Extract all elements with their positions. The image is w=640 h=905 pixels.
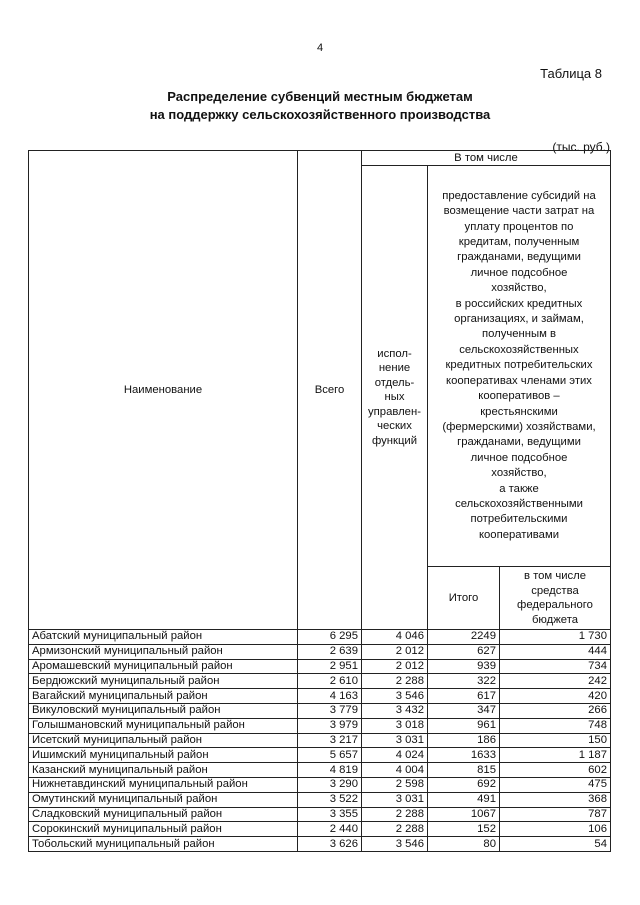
row-total: 2 440: [298, 822, 362, 837]
header-subsidy-line: кооперативами: [478, 528, 560, 541]
table-row: [29, 792, 611, 807]
header-functions-line: ческих: [377, 420, 412, 433]
header-itogo: Итого: [428, 567, 500, 630]
row-functions: 4 024: [362, 748, 428, 763]
row-federal: 266: [500, 703, 611, 718]
header-functions-line: отдель-: [374, 376, 415, 389]
row-name: Вагайский муниципальный район: [29, 689, 298, 704]
row-functions: 2 012: [362, 659, 428, 674]
table-row: [29, 689, 611, 704]
row-itogo: 815: [428, 763, 500, 778]
header-functions-line: испол-: [377, 348, 412, 361]
header-subsidy-line: кредитных потребительских: [445, 359, 593, 372]
header-federal-line: федерального: [517, 599, 593, 611]
row-functions: 4 046: [362, 630, 428, 645]
row-name: Тобольский муниципальный район: [29, 837, 298, 852]
header-subsidy-line: кооперативов –: [478, 390, 560, 403]
row-functions: 2 288: [362, 674, 428, 689]
row-federal: 54: [500, 837, 611, 852]
page-number: 4: [316, 42, 324, 54]
row-total: 3 217: [298, 733, 362, 748]
header-subsidy-line: возмещение части затрат на: [443, 205, 595, 218]
row-itogo: 627: [428, 644, 500, 659]
row-functions: 3 031: [362, 792, 428, 807]
header-subsidy-line: сельскохозяйственных: [459, 343, 579, 356]
row-functions: 3 546: [362, 689, 428, 704]
header-name: Наименование: [29, 151, 298, 630]
table-row: [29, 703, 611, 718]
row-federal: 150: [500, 733, 611, 748]
table-title: [0, 88, 640, 124]
header-subsidy: [428, 166, 611, 567]
table-row: [29, 837, 611, 852]
header-functions-line: ных: [384, 391, 405, 404]
row-itogo: 1633: [428, 748, 500, 763]
row-itogo: 617: [428, 689, 500, 704]
row-federal: 1 730: [500, 630, 611, 645]
row-functions: 3 546: [362, 837, 428, 852]
row-functions: 4 004: [362, 763, 428, 778]
row-federal: 734: [500, 659, 611, 674]
header-subsidy-line: полученным в: [481, 328, 557, 341]
row-total: 3 779: [298, 703, 362, 718]
row-federal: 444: [500, 644, 611, 659]
row-itogo: 2249: [428, 630, 500, 645]
table-row: [29, 748, 611, 763]
table-row: [29, 630, 611, 645]
header-functions-line: нение: [378, 362, 411, 375]
row-itogo: 322: [428, 674, 500, 689]
row-itogo: 961: [428, 718, 500, 733]
header-subsidy-line: гражданами, ведущими: [457, 251, 581, 264]
row-name: Бердюжский муниципальный район: [29, 674, 298, 689]
row-itogo: 692: [428, 777, 500, 792]
header-federal: [500, 567, 611, 630]
row-functions: 2 012: [362, 644, 428, 659]
header-subsidy-line: (фермерскими) хозяйствами,: [442, 420, 596, 433]
row-functions: 2 288: [362, 822, 428, 837]
header-total: Всего: [298, 151, 362, 630]
row-federal: 475: [500, 777, 611, 792]
header-subsidy-line: кооперативах членами этих: [446, 374, 592, 387]
header-subsidy-line: гражданами, ведущими: [457, 436, 581, 449]
row-name: Сорокинский муниципальный район: [29, 822, 298, 837]
row-name: Омутинский муниципальный район: [29, 792, 298, 807]
row-federal: 787: [500, 807, 611, 822]
row-name: Армизонский муниципальный район: [29, 644, 298, 659]
row-name: Викуловский муниципальный район: [29, 703, 298, 718]
row-functions: 2 598: [362, 777, 428, 792]
header-including: В том числе: [362, 151, 611, 166]
row-total: 2 610: [298, 674, 362, 689]
row-functions: 3 031: [362, 733, 428, 748]
row-name: Нижнетавдинский муниципальный район: [29, 777, 298, 792]
row-federal: 242: [500, 674, 611, 689]
title-line-2: на поддержку сельскохозяйственного производства: [149, 107, 491, 122]
table-row: [29, 777, 611, 792]
subventions-table: [28, 150, 611, 852]
row-total: 4 819: [298, 763, 362, 778]
row-federal: 368: [500, 792, 611, 807]
header-subsidy-line: потребительскими: [470, 513, 568, 526]
row-itogo: 491: [428, 792, 500, 807]
header-subsidy-line: предоставление субсидий на: [442, 189, 596, 202]
row-federal: 420: [500, 689, 611, 704]
header-functions-line: управлен-: [368, 405, 421, 418]
header-subsidy-line: сельскохозяйственными: [455, 497, 583, 510]
header-functions-line: функций: [371, 434, 418, 447]
header-subsidy-line: а также: [499, 482, 539, 495]
row-itogo: 152: [428, 822, 500, 837]
header-subsidy-line: личное подсобное: [470, 451, 568, 464]
header-federal-line: в том числе: [523, 570, 587, 582]
header-functions: [362, 166, 428, 630]
table-label: Таблица 8: [540, 66, 602, 81]
row-name: Сладковский муниципальный район: [29, 807, 298, 822]
row-itogo: 186: [428, 733, 500, 748]
row-total: 3 626: [298, 837, 362, 852]
row-federal: 106: [500, 822, 611, 837]
row-total: 2 951: [298, 659, 362, 674]
row-total: 3 979: [298, 718, 362, 733]
row-federal: 1 187: [500, 748, 611, 763]
table-row: [29, 644, 611, 659]
row-total: 5 657: [298, 748, 362, 763]
table-row: [29, 807, 611, 822]
row-functions: 3 018: [362, 718, 428, 733]
row-functions: 2 288: [362, 807, 428, 822]
row-name: Исетский муниципальный район: [29, 733, 298, 748]
table-row: [29, 733, 611, 748]
row-total: 3 355: [298, 807, 362, 822]
header-federal-line: бюджета: [531, 613, 579, 626]
row-total: 3 290: [298, 777, 362, 792]
table-body: [29, 630, 611, 852]
header-subsidy-line: хозяйство,: [491, 282, 547, 295]
header-subsidy-line: кредитам, полученным: [458, 236, 580, 249]
row-itogo: 939: [428, 659, 500, 674]
header-subsidy-line: хозяйство,: [491, 467, 547, 480]
row-federal: 748: [500, 718, 611, 733]
header-subsidy-line: личное подсобное: [470, 266, 568, 279]
title-line-1: Распределение субвенций местным бюджетам: [167, 89, 473, 104]
table-row: [29, 674, 611, 689]
row-name: Аромашевский муниципальный район: [29, 659, 298, 674]
row-itogo: 347: [428, 703, 500, 718]
header-subsidy-line: уплату процентов по: [464, 220, 574, 233]
table-row: [29, 822, 611, 837]
table-row: [29, 763, 611, 778]
row-name: Абатский муниципальный район: [29, 630, 298, 645]
row-total: 4 163: [298, 689, 362, 704]
header-federal-line: средства: [531, 584, 579, 597]
header-subsidy-line: организациях, и займам,: [454, 313, 584, 326]
row-itogo: 1067: [428, 807, 500, 822]
row-federal: 602: [500, 763, 611, 778]
header-subsidy-line: крестьянскими: [480, 405, 558, 418]
row-functions: 3 432: [362, 703, 428, 718]
row-itogo: 80: [428, 837, 500, 852]
row-total: 6 295: [298, 630, 362, 645]
table-row: [29, 718, 611, 733]
table-row: [29, 659, 611, 674]
row-total: 3 522: [298, 792, 362, 807]
row-name: Голышмановский муниципальный район: [29, 718, 298, 733]
unit-label: (тыс. руб.): [552, 140, 610, 154]
row-name: Казанский муниципальный район: [29, 763, 298, 778]
header-subsidy-line: в российских кредитных: [455, 297, 583, 310]
row-total: 2 639: [298, 644, 362, 659]
row-name: Ишимский муниципальный район: [29, 748, 298, 763]
